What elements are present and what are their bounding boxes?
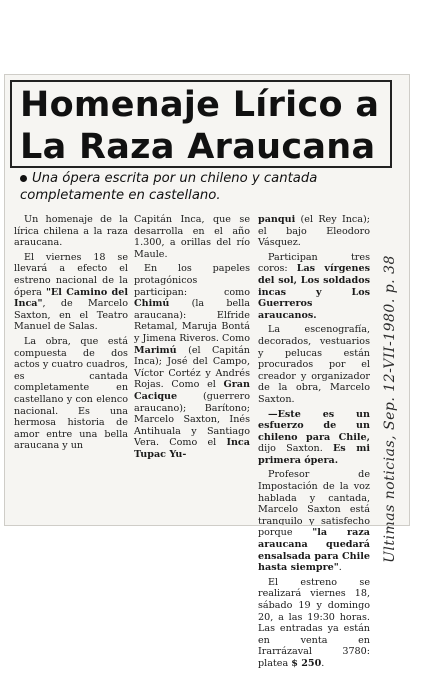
choirs: Las vírgenes del sol, Los soldados incas y Los Guerreros araucanos. bbox=[258, 263, 370, 321]
headline-box bbox=[10, 80, 392, 168]
paragraph bbox=[134, 263, 250, 460]
paragraph bbox=[258, 214, 370, 249]
deck-subtitle bbox=[20, 170, 390, 204]
headline bbox=[20, 84, 379, 168]
role-name: panqui bbox=[258, 214, 296, 225]
text-run: Participan tres coros: bbox=[258, 251, 370, 275]
paragraph: La obra, que está compuesta de dos actos y cuatro cuadros, es cantada completamente en castellano y con elenco nacional. Es una hermosa historia de amor entre una bella araucana y un bbox=[14, 335, 128, 452]
role-name: Gran Cacique bbox=[134, 379, 250, 402]
text-run: , de Marcelo Saxton, en el Teatro Manuel de Salas. bbox=[14, 298, 128, 333]
quote-bold: —Este es un esfuerzo de un chileno para Chile, bbox=[258, 408, 370, 443]
opera-title: "El Camino del Inca" bbox=[14, 286, 128, 310]
column-3 bbox=[258, 214, 370, 673]
handwritten-annotation bbox=[380, 234, 400, 584]
text-run: dijo Saxton. bbox=[258, 443, 333, 455]
headline-line-2: La Raza Araucana bbox=[20, 127, 376, 167]
deck-text: Una ópera escrita por un chileno y cantada completamente en castellano. bbox=[20, 171, 318, 203]
column-2 bbox=[134, 214, 250, 463]
paragraph: Capitán Inca, que se desarrolla en el año 1.300, a orillas del río Maule. bbox=[134, 214, 250, 260]
price: $ 250 bbox=[291, 657, 322, 669]
text-run: Profesor de Impostación de la voz hablada y cantada, Marcelo Saxton está tranquilo y satisfecho porque bbox=[258, 469, 370, 539]
text-run: (el Capitán Inca); José del Campo, Víctor Cortéz y Andrés Rojas. Como el bbox=[134, 344, 250, 391]
paragraph: Un homenaje de la lírica chilena a la raza araucana. bbox=[14, 214, 128, 249]
bullet-icon bbox=[20, 175, 27, 182]
handwritten-note: Ultimas noticias, Sep. 12-VII-1980. p. 38 bbox=[382, 255, 398, 563]
text-run: (guerrero araucano); Barítono; Marcelo Saxton, Inés Antihuala y Santiago Vera. Como el bbox=[134, 390, 250, 449]
quote-bold: "la raza araucana quedará ensalsada para Chile hasta siempre" bbox=[258, 527, 370, 574]
text-run: El estreno se realizará viernes 18, sábado 19 y domingo 20, a las 19:30 horas. Las entradas ya están en venta en Irarrázaval 3780: platea bbox=[258, 576, 370, 669]
paragraph bbox=[258, 252, 370, 322]
paragraph bbox=[258, 469, 370, 573]
newspaper-clipping bbox=[4, 74, 410, 669]
text-run: (la bella araucana): Elfride Retamal, Maruja Bontá y Jimena Riveros. Como bbox=[134, 298, 250, 344]
paragraph: La escenografía, decorados, vestuarios y pelucas están procurados por el creador y organizador de la obra, Marcelo Saxton. bbox=[258, 324, 370, 405]
role-name: Inca Tupac Yu- bbox=[134, 437, 250, 460]
text-run: En los papeles protagónicos participan: como bbox=[134, 263, 250, 298]
text-run: . bbox=[321, 657, 325, 669]
column-1 bbox=[14, 214, 128, 455]
text-run: (el Rey Inca); el bajo Eleodoro Vásquez. bbox=[258, 214, 370, 249]
quote-bold: Es mi primera ópera. bbox=[258, 443, 370, 466]
text-run: . bbox=[338, 562, 342, 574]
role-name: Chimú bbox=[134, 298, 170, 310]
paragraph bbox=[258, 409, 370, 467]
text-run: El viernes 18 se llevará a efecto el estreno nacional de la ópera bbox=[14, 251, 128, 298]
paragraph bbox=[14, 252, 128, 333]
headline-line-1: Homenaje Lírico a bbox=[20, 85, 380, 125]
paragraph bbox=[258, 577, 370, 670]
role-name: Marimú bbox=[134, 344, 177, 356]
